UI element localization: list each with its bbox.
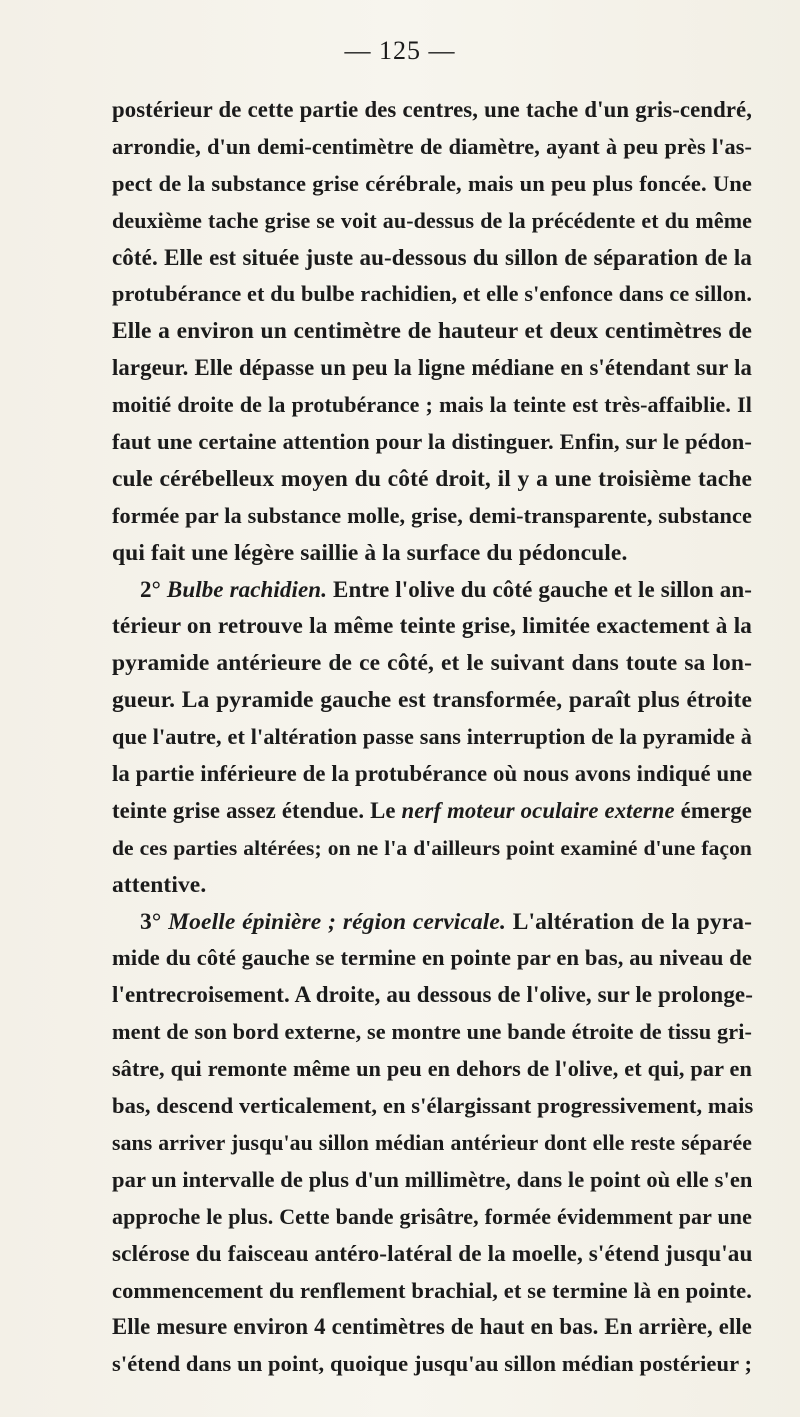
text-line: pect de la substance grise cérébrale, mais un peu plus foncée. Une <box>112 170 752 196</box>
text-line: que l'autre, et l'altération passe sans interruption de la pyramide à <box>112 724 752 750</box>
text-line: par un intervalle de plus d'un millimètre, dans le point où elle s'en <box>112 1166 753 1192</box>
text-segment: teinte grise assez étendue. Le <box>112 797 396 823</box>
body-text <box>112 92 752 1383</box>
text-line: moitié droite de la protubérance ; mais la teinte est très-affaiblie. Il <box>112 392 752 418</box>
text-line: s'étend dans un point, quoique jusqu'au sillon médian postérieur ; <box>112 1351 753 1377</box>
section-title: Moelle épinière ; région cervicale. <box>168 908 506 935</box>
text-line: deuxième tache grise se voit au-dessus de la précédente et du même <box>112 207 752 233</box>
text-line-with-italic <box>112 793 752 830</box>
page-number: — 125 — <box>344 36 456 65</box>
text-line: attentive. <box>112 871 207 898</box>
text-line: formée par la substance molle, grise, demi-transparente, substance <box>112 502 752 528</box>
text-line: arrondie, d'un demi-centimètre de diamètre, ayant à peu près l'as- <box>112 133 752 159</box>
text-line: térieur on retrouve la même teinte grise, limitée exactement à la <box>112 613 752 640</box>
text-line: gueur. La pyramide gauche est transformée, paraît plus étroite <box>112 687 752 714</box>
text-line: sâtre, qui remonte même un peu en dehors de l'olive, et qui, par en <box>112 1056 752 1082</box>
text-line: sclérose du faisceau antéro-latéral de la moelle, s'étend jusqu'au <box>112 1240 753 1267</box>
text-line: ment de son bord externe, se montre une bande étroite de tissu gri- <box>112 1019 752 1045</box>
text-line: cule cérébelleux moyen du côté droit, il y a une troisième tache <box>112 465 752 492</box>
text-segment: émerge <box>680 797 752 823</box>
text-line: commencement du renflement brachial, et se termine là en pointe. <box>112 1277 752 1303</box>
paragraph-number: 3° <box>140 908 162 935</box>
paragraph-2-heading-line <box>112 572 752 609</box>
text-line: postérieur de cette partie des centres, une tache d'un gris-cendré, <box>112 97 752 122</box>
paragraph-number: 2° <box>140 576 161 602</box>
text-segment: L'altération de la pyra- <box>512 908 752 935</box>
text-line: protubérance et du bulbe rachidien, et elle s'enfonce dans ce sillon. <box>112 281 752 307</box>
paragraph-3-heading-line <box>112 904 752 941</box>
section-title: Bulbe rachidien. <box>166 576 328 602</box>
text-line: la partie inférieure de la protubérance où nous avons indiqué une <box>112 761 753 787</box>
text-line: l'entrecroisement. A droite, au dessous de l'olive, sur le prolonge- <box>112 982 753 1008</box>
text-line: de ces parties altérées; on ne l'a d'ailleurs point examiné d'une façon <box>112 835 752 860</box>
text-line: sans arriver jusqu'au sillon médian antérieur dont elle reste séparée <box>112 1130 752 1155</box>
text-line: côté. Elle est située juste au-dessous du sillon de séparation de la <box>112 244 752 270</box>
text-line: bas, descend verticalement, en s'élargissant progressivement, mais <box>112 1093 754 1119</box>
text-line: Elle mesure environ 4 centimètres de haut en bas. En arrière, elle <box>112 1314 752 1340</box>
text-line: mide du côté gauche se termine en pointe par en bas, au niveau de <box>112 945 752 971</box>
text-segment: Entre l'olive du côté gauche et le sillon an- <box>333 576 752 602</box>
text-line: qui fait une légère saillie à la surface du pédoncule. <box>112 539 628 566</box>
text-line: Elle a environ un centimètre de hauteur et deux centimètres de <box>112 318 752 345</box>
text-line: faut une certaine attention pour la distinguer. Enfin, sur le pédon- <box>112 429 752 455</box>
italic-term: nerf moteur oculaire externe <box>401 797 675 823</box>
text-line: approche le plus. Cette bande grisâtre, formée évidemment par une <box>112 1203 752 1229</box>
text-line: pyramide antérieure de ce côté, et le suivant dans toute sa lon- <box>112 650 752 677</box>
text-line: largeur. Elle dépasse un peu la ligne médiane en s'étendant sur la <box>112 355 752 381</box>
